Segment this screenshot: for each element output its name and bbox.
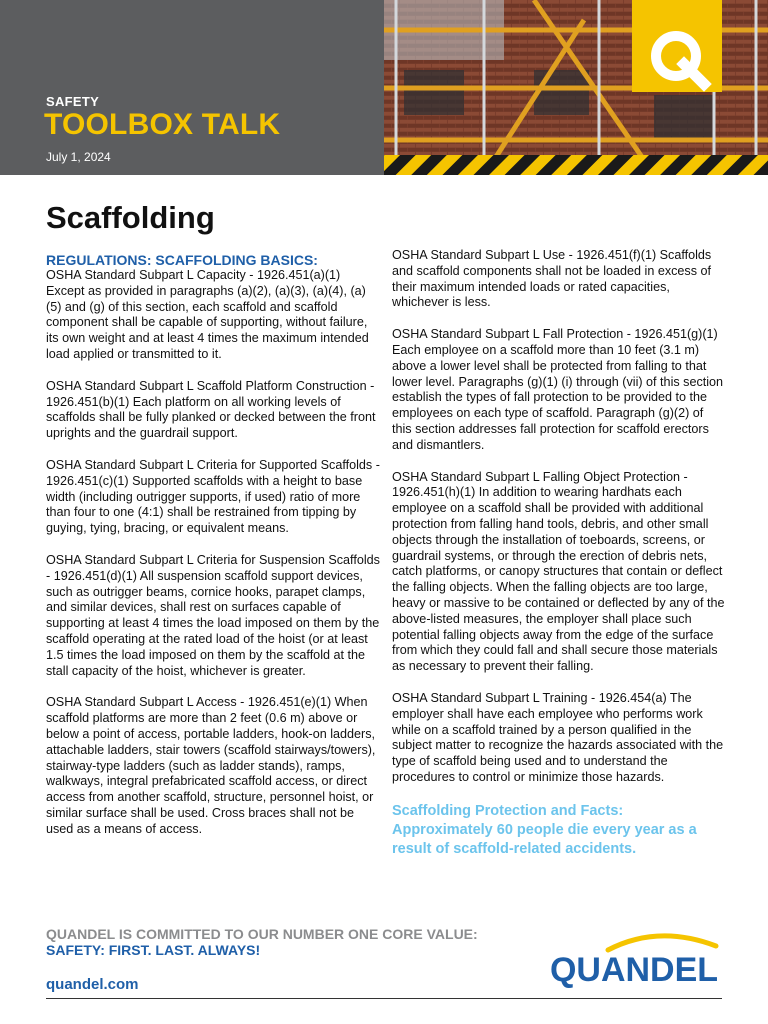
regulation-access: OSHA Standard Subpart L Access - 1926.451(e)(1) When scaffold platforms are more than 2 feet (0.6 m) above or below a point of access, portable ladders, hook-on ladders, attachable ladders, stair towers (scaffold stairways/towers), stairway-type ladders (such as ladder stands), ramps, walkways, integral prefabricated scaffold access, or direct access from another scaffold, structure, personnel hoist, or similar surface shall be used. Cross braces shall not be used as a means of access. <box>46 695 376 836</box>
regulation-falling-object: OSHA Standard Subpart L Falling Object Protection - 1926.451(h)(1) In addition to wearing hardhats each employee on a scaffold shall be provided with additional protection from falling hand tools, debris, and other small objects through the installation of toeboards, screens, or guardrail systems, or through the erection of debris nets, catch platforms, or canopy structures that contain or deflect the falling objects. When the falling objects are too large, heavy or massive to be contained or deflected by any of the above-listed measures, the employer shall place such potential falling objects away from the edge of the surface from which they could fall and shall secure those materials as necessary to prevent their falling. <box>392 469 725 674</box>
safety-slogan: SAFETY: FIRST. LAST. ALWAYS! <box>46 942 261 958</box>
regulation-training: OSHA Standard Subpart L Training - 1926.454(a) The employer shall have each employee who performs work while on a scaffold trained by a person qualified in the subject matter to recognize the hazards associated with the type of scaffold being used and to understand the procedures to control or minimize those hazards. <box>392 690 724 784</box>
section-heading: REGULATIONS: SCAFFOLDING BASICS: <box>46 252 318 268</box>
quandel-q-badge <box>632 0 722 92</box>
commitment-text: QUANDEL IS COMMITTED TO OUR NUMBER ONE CORE VALUE: <box>46 926 478 942</box>
regulation-capacity: OSHA Standard Subpart L Capacity - 1926.451(a)(1) Except as provided in paragraphs (a)(2), (a)(3), (a)(4), (a)(5) and (g) of this section, each scaffold and scaffold component shall be capable of supporting, without failure, its own weight and at least 4 times the maximum intended load applied or transmitted to it. <box>46 268 369 361</box>
regulation-suspension: OSHA Standard Subpart L Criteria for Suspension Scaffolds - 1926.451(d)(1) All suspension scaffold support devices, such as outrigger beams, cornice hooks, parapet clamps, and similar devices, shall rest on surfaces capable of supporting at least 4 times the load imposed on them by the scaffold operating at the rated load of the hoist (or at least 1.5 times the load imposed on them by the scaffold at the stall capacity of the hoist, whichever is greater. <box>46 552 380 678</box>
regulation-fall-protection: OSHA Standard Subpart L Fall Protection - 1926.451(g)(1) Each employee on a scaffold more than 10 feet (3.1 m) above a lower level shall be protected from falling to that lower level. Paragraphs (g)(1) (i) through (vii) of this section establish the types of fall protection to be provided to the employees on each type of scaffold. Paragraph (g)(2) of this section addresses fall protection for scaffold erectors and dismantlers. <box>392 327 724 452</box>
footer-divider <box>46 998 722 999</box>
website-link[interactable]: quandel.com <box>46 976 139 993</box>
header-date: July 1, 2024 <box>46 150 111 164</box>
right-column <box>392 248 726 859</box>
page-title: Scaffolding <box>46 200 215 235</box>
facts-callout: Scaffolding Protection and Facts: Approximately 60 people die every year as a result of scaffold-related accidents. <box>392 802 697 857</box>
regulation-use: OSHA Standard Subpart L Use - 1926.451(f)(1) Scaffolds and scaffold components shall not be loaded in excess of their maximum intended loads or rated capacities, whichever is less. <box>392 248 712 310</box>
logo-text: QUANDEL <box>550 951 718 989</box>
header-label: SAFETY <box>46 94 100 109</box>
regulation-supported: OSHA Standard Subpart L Criteria for Supported Scaffolds - 1926.451(c)(1) Supported scaffolds with a height to base width (including outrigger supports, if used) ratio of more than four to one (4:1) shall be restrained from tipping by guying, tying, bracing, or equivalent means. <box>46 457 380 536</box>
header-title: TOOLBOX TALK <box>44 108 281 141</box>
left-column <box>46 252 381 854</box>
regulation-platform: OSHA Standard Subpart L Scaffold Platform Construction - 1926.451(b)(1) Each platform on all working levels of scaffolds shall be fully planked or decked between the front uprights and the guardrail support. <box>46 378 376 441</box>
quandel-logo <box>548 928 726 990</box>
